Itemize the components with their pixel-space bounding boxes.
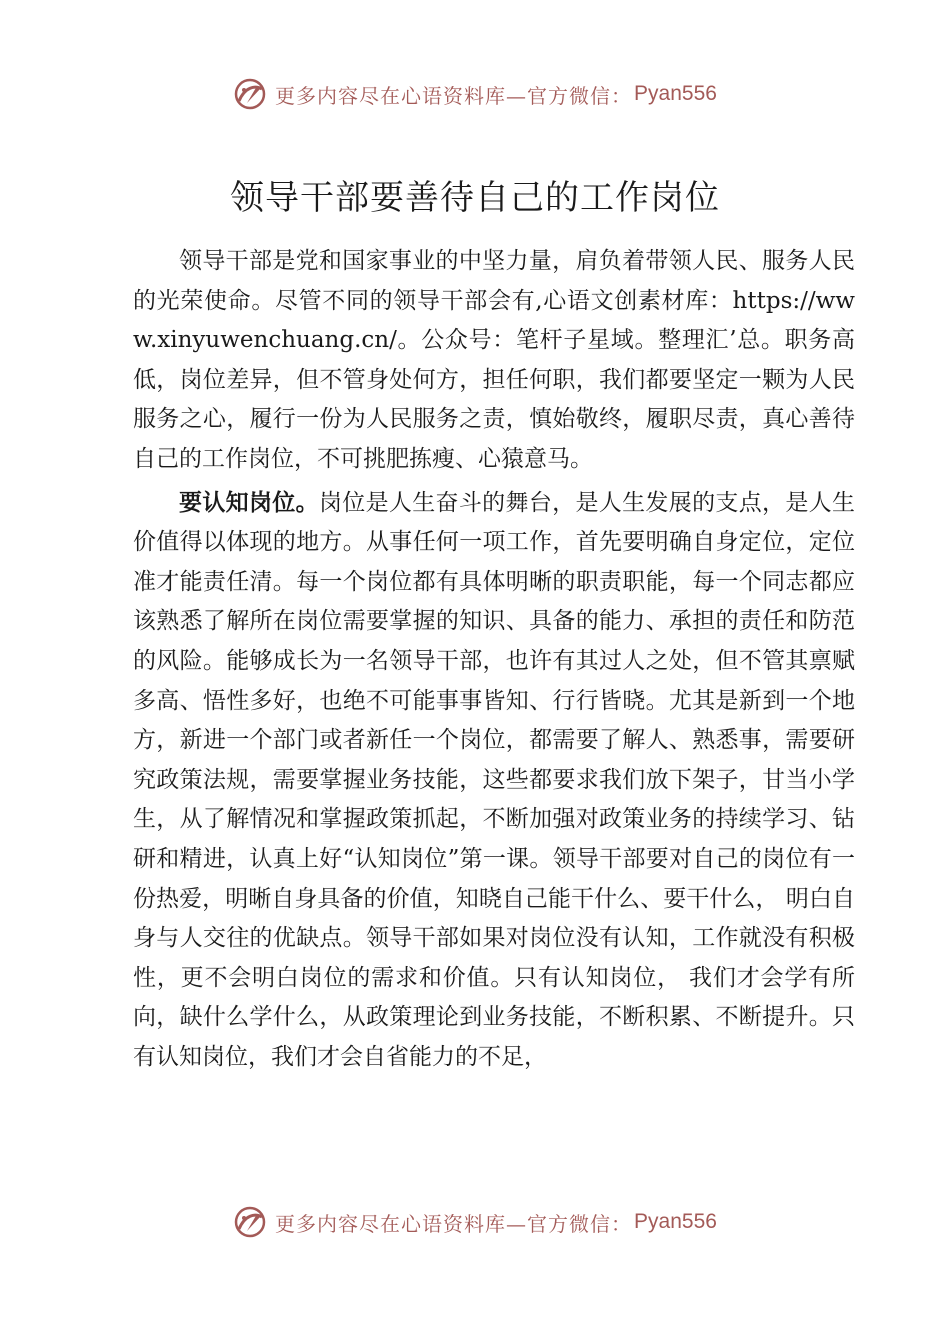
document-body (133, 242, 855, 1077)
xinyu-logo-icon (233, 1205, 267, 1239)
paragraph-2-text: 岗位是人生奋斗的舞台，是人生发展的支点，是人生价值得以体现的地方。从事任何一项工作，首先要明确自身定位，定位准才能责任清。每一个岗位都有具体明晰的职责职能，每一个同志都应该熟悉了解所在岗位需要掌握的知识、具备的能力、承担的责任和防范的风险。能够成长为一名领导干部，也许有其过人之处，但不管其禀赋多高、悟性多好，也绝不可能事事皆知、行行皆晓。尤其是新到一个地方，新进一个部门或者新任一个岗位，都需要了解人、熟悉事，需要研究政策法规，需要掌握业务技能，这些都要求我们放下架子，甘当小学生，从了解情况和掌握政策抓起，不断加强对政策业务的持续学习、钻研和精进，认真上好“认知岗位”第一课。领导干部要对自己的岗位有一份热爱，明晰自身具备的价值，知晓自己能干什么、要干什么， 明白自身与人交往的优缺点。领导干部如果对岗位没有认知，工作就没有积极性，更不会明白岗位的需求和价值。只有认知岗位， 我们才会学有所向，缺什么学什么，从政策理论到业务技能，不断积累、不断提升。只有认知岗位，我们才会自省能力的不足， (133, 489, 856, 1070)
xinyu-logo-icon (233, 77, 267, 111)
footer-wechat-id: Pyan556 (634, 1210, 717, 1233)
paragraph-2-lead: 要认知岗位。 (179, 489, 319, 516)
footer-banner-text: 更多内容尽在心语资料库—官方微信： (275, 1211, 633, 1236)
paragraph-2 (133, 484, 855, 1078)
header-wechat-id: Pyan556 (634, 82, 717, 105)
paragraph-1: 领导干部是党和国家事业的中坚力量，肩负着带领人民、服务人民的光荣使命。尽管不同的领导干部会有,心语文创素材库：https://www.xinyuwenchuang.cn/。公众号：笔杆子星域。整理汇’总。职务高低，岗位差异，但不管身处何方，担任何职，我们都要坚定一颗为人民服务之心，履行一份为人民服务之责，慎始敬终，履职尽责，真心善待自己的工作岗位，不可挑肥拣瘦、心猿意马。 (133, 248, 855, 472)
footer-banner (0, 1202, 950, 1242)
header-banner-text: 更多内容尽在心语资料库—官方微信： (275, 83, 633, 108)
header-banner (0, 74, 950, 114)
document-title: 领导干部要善待自己的工作岗位 (230, 178, 720, 218)
